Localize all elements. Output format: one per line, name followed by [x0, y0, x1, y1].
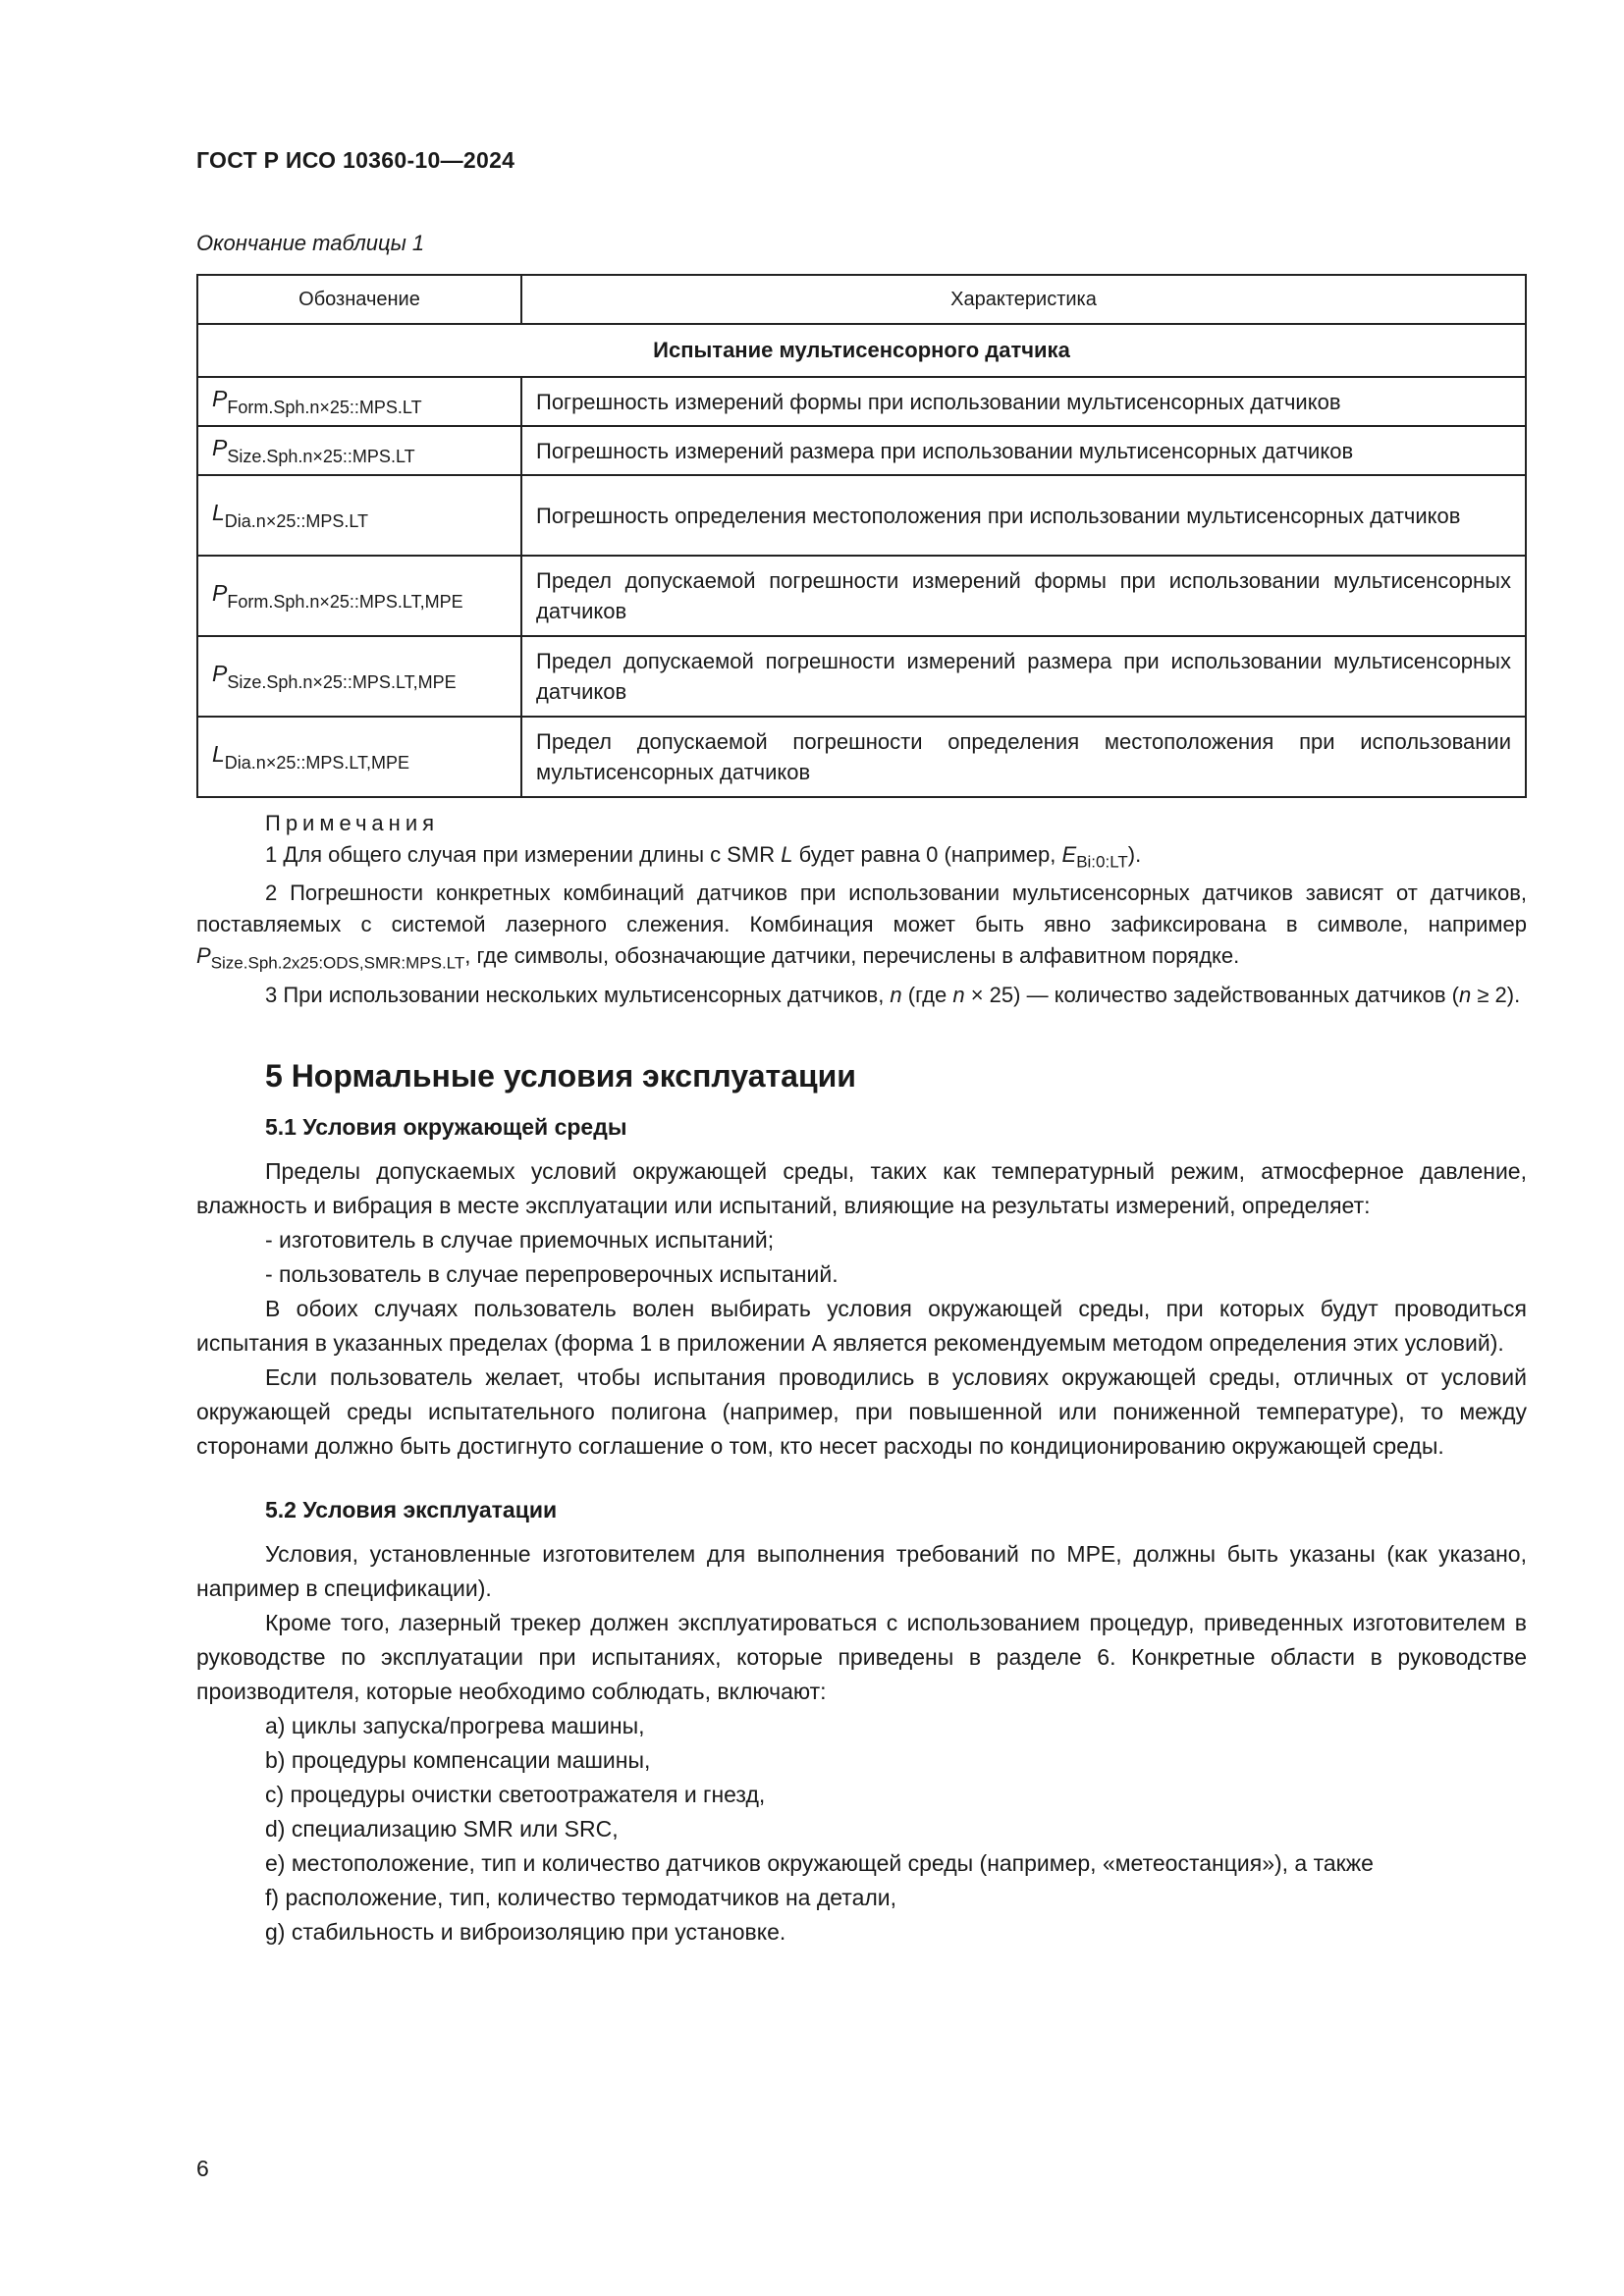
paragraph: Кроме того, лазерный трекер должен эксплуатироваться с использованием процедур, приведенных изготовителем в руководстве по эксплуатации при испытаниях, которые приведены в разделе 6. Конкретные области в руководстве производителя, которые необходимо соблюдать, включают:	[196, 1609, 1527, 1704]
note-2	[196, 878, 1527, 979]
list-item: d) специализацию SMR или SRC,	[265, 1815, 619, 1842]
symbol-base: P	[212, 660, 228, 686]
page-number: 6	[196, 2156, 209, 2181]
note-1	[196, 839, 1527, 878]
symbol-cell	[197, 475, 521, 556]
note-symbol: E	[1061, 842, 1077, 867]
list-item: - изготовитель в случае приемочных испытаний;	[265, 1226, 775, 1253]
paragraph: Условия, установленные изготовителем для выполнения требований по MPE, должны быть указаны (как указано, например в спецификации).	[196, 1540, 1527, 1601]
note-text: ).	[1127, 842, 1142, 867]
list-item: - пользователь в случае перепроверочных испытаний.	[265, 1260, 839, 1287]
paragraph: Пределы допускаемых условий окружающей среды, таких как температурный режим, атмосферное давление, влажность и вибрация в месте эксплуатации или испытаний, влияющие на результаты измерений, определяет:	[196, 1157, 1527, 1218]
note-text: будет равна 0 (например,	[792, 842, 1062, 867]
symbol-subscript: Form.Sph.n×25::MPS.LT	[227, 397, 422, 417]
symbol-cell	[197, 377, 521, 426]
subsection-5-2-heading: 5.2 Условия эксплуатации	[265, 1496, 558, 1522]
table-caption: Окончание таблицы 1	[196, 231, 425, 255]
description-cell: Погрешность измерений формы при использовании мультисенсорных датчиков	[521, 377, 1526, 426]
symbol-cell	[197, 426, 521, 475]
description-cell: Предел допускаемой погрешности определения местоположения при использовании мультисенсорных датчиков	[521, 717, 1526, 797]
list-item: e) местоположение, тип и количество датчиков окружающей среды (например, «метеостанция»), а также	[265, 1849, 1374, 1876]
note-symbol: n	[952, 982, 965, 1007]
symbol-cell	[197, 556, 521, 636]
table-row	[197, 636, 1526, 717]
table-row	[197, 717, 1526, 797]
note-symbol: n	[1458, 982, 1472, 1007]
description-cell: Предел допускаемой погрешности измерений размера при использовании мультисенсорных датчиков	[521, 636, 1526, 717]
section-5-heading: 5 Нормальные условия эксплуатации	[265, 1057, 856, 1094]
symbol-cell	[197, 717, 521, 797]
symbol-subscript: Form.Sph.n×25::MPS.LT,MPE	[227, 591, 463, 612]
note-symbol: L	[781, 842, 793, 867]
col-header-characteristic: Характеристика	[521, 275, 1526, 324]
symbol-subscript: Dia.n×25::MPS.LT,MPE	[224, 752, 410, 773]
symbol-base: P	[212, 434, 228, 460]
symbol-cell	[197, 636, 521, 717]
table-notes	[196, 808, 1527, 1011]
list-item: f) расположение, тип, количество термодатчиков на детали,	[265, 1884, 897, 1910]
section-title-cell: Испытание мультисенсорного датчика	[197, 324, 1526, 377]
note-symbol: P	[196, 943, 211, 969]
table-row	[197, 556, 1526, 636]
note-text: × 25) — количество задействованных датчиков (	[964, 982, 1459, 1007]
symbol-base: L	[212, 499, 225, 525]
table-header-row	[197, 275, 1526, 324]
symbol-base: L	[212, 740, 225, 767]
note-subscript: Bi:0:LT	[1076, 852, 1128, 872]
paragraph: В обоих случаях пользователь волен выбирать условия окружающей среды, при которых будут проводиться испытания в указанных пределах (форма 1 в приложении А является рекомендуемым методом определения этих условий).	[196, 1295, 1527, 1356]
table-section-row	[197, 324, 1526, 377]
table-row	[197, 377, 1526, 426]
symbol-subscript: Size.Sph.n×25::MPS.LT,MPE	[227, 671, 457, 692]
note-3	[196, 980, 1527, 1011]
list-item: a) циклы запуска/прогрева машины,	[265, 1712, 645, 1738]
description-cell: Погрешность измерений размера при использовании мультисенсорных датчиков	[521, 426, 1526, 475]
note-text: , где символы, обозначающие датчики, перечислены в алфавитном порядке.	[464, 943, 1240, 969]
document-page	[196, 147, 1527, 1949]
list-item: g) стабильность и виброизоляцию при установке.	[265, 1918, 786, 1945]
note-text: (где	[901, 982, 953, 1007]
note-text: 1 Для общего случая при измерении длины с SMR	[265, 842, 782, 867]
table-row	[197, 475, 1526, 556]
note-text: 2 Погрешности конкретных комбинаций датчиков при использовании мультисенсорных датчиков зависят от датчиков, поставляемых с системой лазерного слежения. Комбинация может быть явно зафиксирована в символе, например	[196, 881, 1527, 937]
list-item: b) процедуры компенсации машины,	[265, 1746, 651, 1773]
subsection-5-1-heading: 5.1 Условия окружающей среды	[265, 1113, 627, 1140]
document-header: ГОСТ Р ИСО 10360-10—2024	[196, 147, 515, 173]
note-subscript: Size.Sph.2x25:ODS,SMR:MPS.LT	[210, 953, 465, 973]
subsection-5-1-body	[196, 1154, 1527, 1464]
description-cell: Погрешность определения местоположения при использовании мультисенсорных датчиков	[521, 475, 1526, 556]
note-text: ≥ 2).	[1471, 982, 1521, 1007]
table-row	[197, 426, 1526, 475]
note-text: 3 При использовании нескольких мультисенсорных датчиков,	[265, 982, 891, 1007]
description-cell: Предел допускаемой погрешности измерений формы при использовании мультисенсорных датчиков	[521, 556, 1526, 636]
paragraph: Если пользователь желает, чтобы испытания проводились в условиях окружающей среды, отличных от условий окружающей среды испытательного полигона (например, при повышенной или пониженной температуре), то между сторонами должно быть достигнуто соглашение о том, кто несет расходы по кондиционированию окружающей среды.	[196, 1363, 1527, 1459]
symbol-subscript: Size.Sph.n×25::MPS.LT	[227, 446, 415, 466]
col-header-designation: Обозначение	[197, 275, 521, 324]
symbol-subscript: Dia.n×25::MPS.LT	[224, 510, 369, 531]
designations-table	[196, 274, 1527, 798]
symbol-base: P	[212, 385, 228, 411]
list-item: c) процедуры очистки светоотражателя и гнезд,	[265, 1781, 766, 1807]
symbol-base: P	[212, 579, 228, 606]
note-symbol: n	[890, 982, 902, 1007]
subsection-5-2-body	[196, 1537, 1527, 1949]
notes-title: Примечания	[265, 811, 440, 835]
